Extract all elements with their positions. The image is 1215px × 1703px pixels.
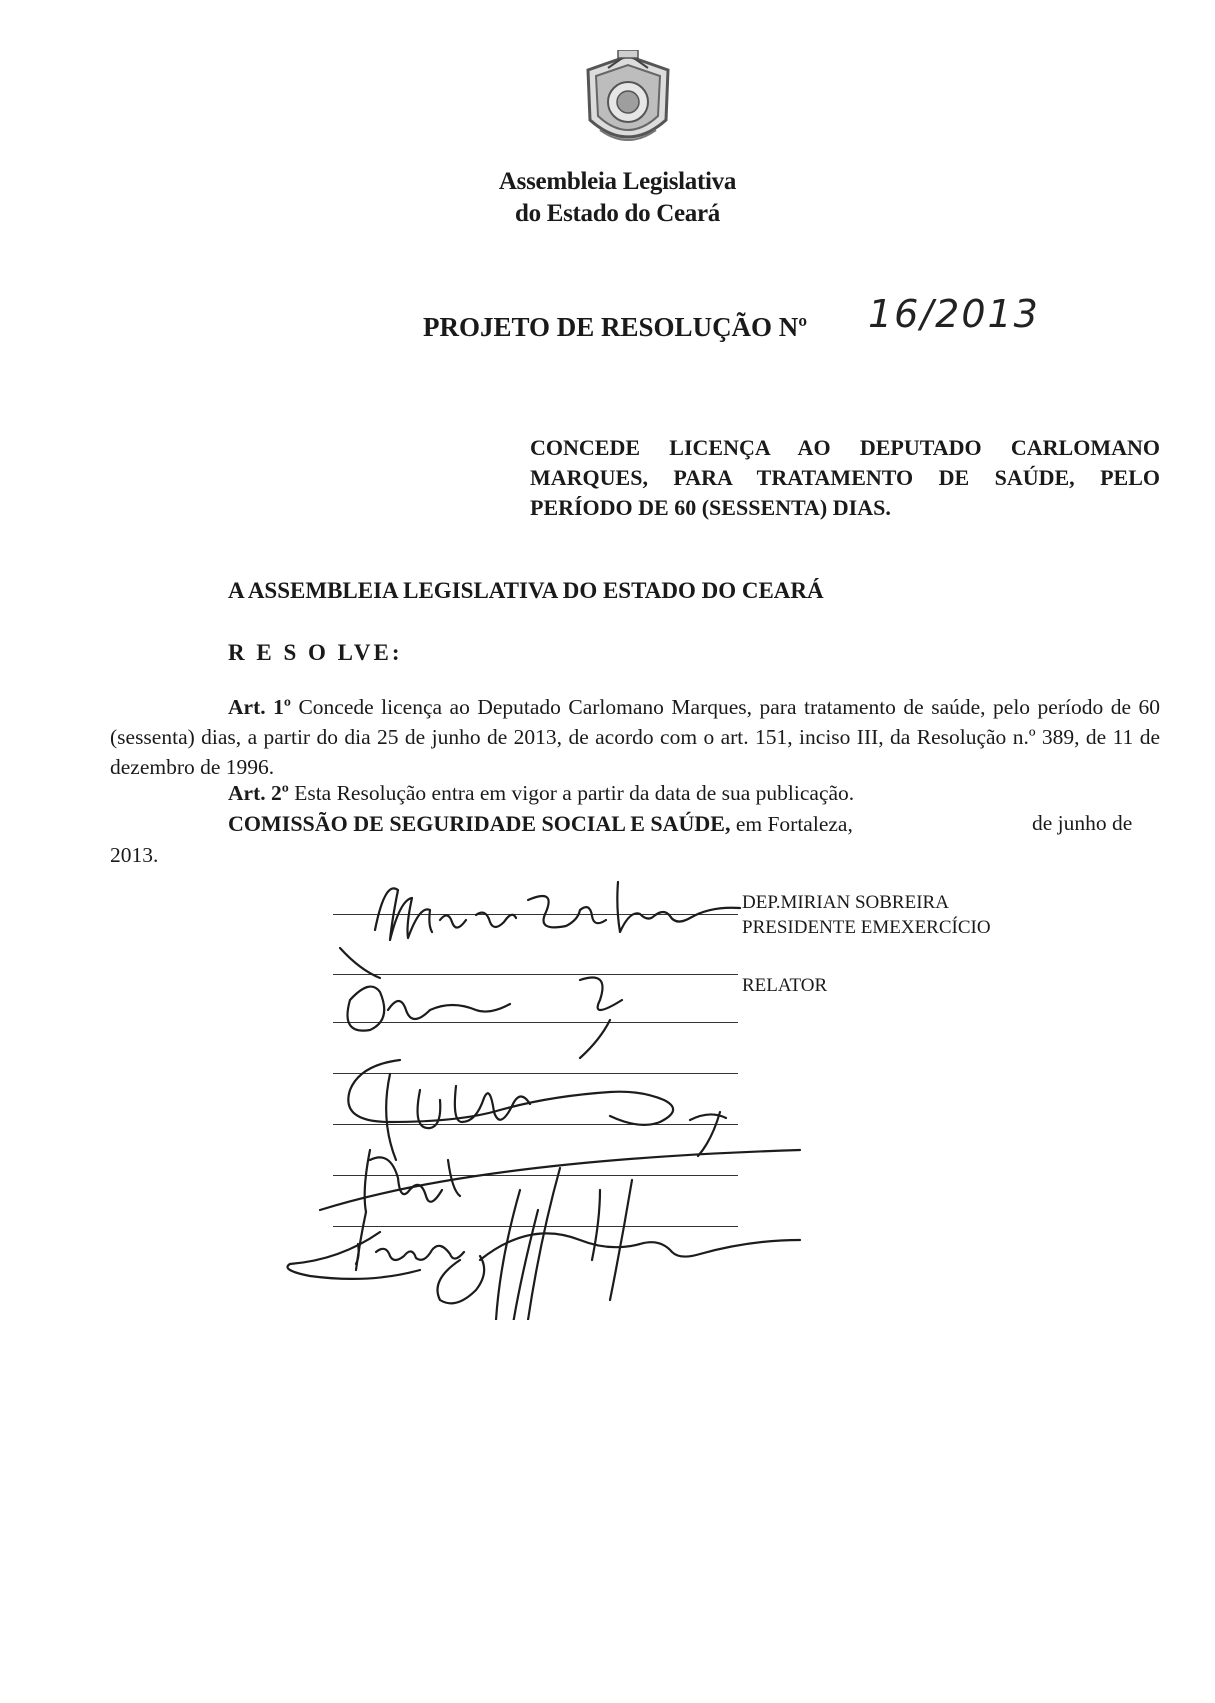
article-1 [110,692,1160,782]
article-2 [228,781,854,806]
president-name: DEP.MIRIAN SOBREIRA [742,892,949,913]
handwritten-resolution-number: 16/2013 [868,292,1040,336]
handwritten-signatures-image [280,860,840,1320]
article-1-text: Concede licença ao Deputado Carlomano Marques, para tratamento de saúde, pelo período de 60 (sessenta) dias, a partir do dia 25 de junho de 2013, de acordo com o art. 151, inciso III, da Resolução n.º 389, de 11 de dezembro de 1996. [110,695,1161,779]
article-2-label: Art. 2º [228,781,289,805]
committee-line [228,811,853,837]
committee-place: em Fortaleza, [735,812,853,836]
institution-name-line2: do Estado do Ceará [514,200,721,227]
resolve-heading: R E S O LVE: [228,640,403,665]
article-2-text: Esta Resolução entra em vigor a partir da data de sua publicação. [294,781,855,805]
article-1-label: Art. 1º [228,695,291,719]
institution-name-line1: Assembleia Legislativa [498,168,737,195]
committee-month: de junho de [1032,811,1133,835]
committee-year: 2013. [110,843,159,867]
committee-name: COMISSÃO DE SEGURIDADE SOCIAL E SAÚDE, [228,811,731,836]
document-title: PROJETO DE RESOLUÇÃO Nº [423,312,808,342]
document-summary: CONCEDE LICENÇA AO DEPUTADO CARLOMANO MARQUES, PARA TRATAMENTO DE SAÚDE, PELO PERÍODO DE 60 (SESSENTA) DIAS. [530,435,1160,520]
enacting-clause: A ASSEMBLEIA LEGISLATIVA DO ESTADO DO CEARÁ [228,578,824,603]
state-coat-of-arms-icon [578,50,678,158]
rapporteur-label: RELATOR [742,975,828,996]
president-role: PRESIDENTE EMEXERCÍCIO [742,917,991,938]
